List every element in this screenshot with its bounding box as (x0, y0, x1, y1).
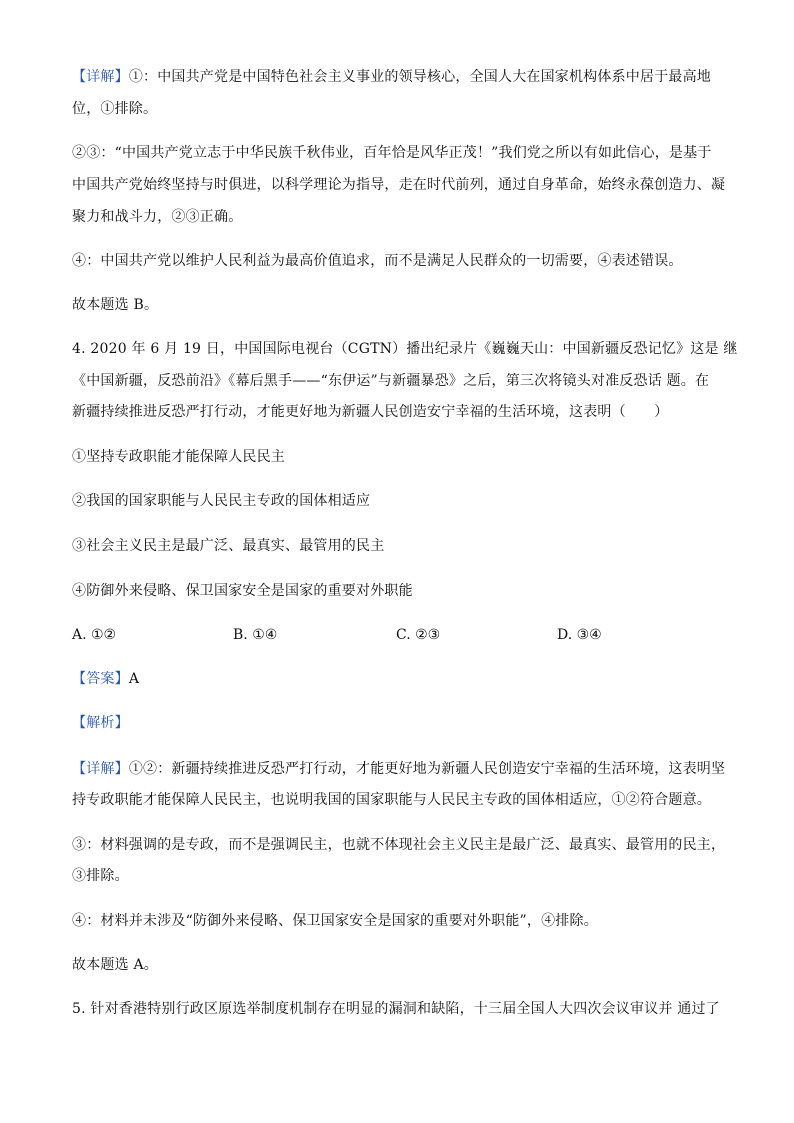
q3-detail-text: ①：中国共产党是中国特色社会主义事业的领导核心，全国人大在国家机构体系中居于最高地 (128, 69, 712, 85)
detail-tag: 【详解】 (72, 69, 129, 85)
q4-stem-line-1: 4. 2020 年 6 月 19 日，中国国际电视台（CGTN）播出纪录片《巍巍天山：中国新疆反恐记忆》这是 继 (72, 341, 738, 357)
q4-stem-line-2: 《中国新疆，反恐前沿》《幕后黑手——“东伊运”与新疆暴恐》之后，第三次将镜头对准反恐话 题。在 (72, 373, 710, 389)
q4-conclusion: 故本题选 A。 (72, 957, 158, 973)
q3-detail-line-2: 位，①排除。 (72, 101, 158, 117)
q4-option-a: A. ①② (72, 627, 117, 643)
q3-para3: ④：中国共产党以维护人民利益为最高价值追求，而不是满足人民群众的一切需要，④表述错误。 (72, 253, 683, 269)
q4-detail-line-2: 持专政职能才能保障人民民主，也说明我国的国家职能与人民民主专政的国体相适应，①②符合题意。 (72, 792, 711, 808)
q4-option-c: C. ②③ (396, 627, 441, 643)
q4-stem-line-3: 新疆持续推进反恐严打行动，才能更好地为新疆人民创造安宁幸福的生活环境，这表明（ ） (72, 404, 669, 420)
q4-option-d: D. ③④ (557, 627, 602, 643)
q4-item-3: ③社会主义民主是最广泛、最真实、最管用的民主 (72, 538, 385, 554)
q3-para2-line-3: 聚力和战斗力，②③正确。 (72, 209, 243, 225)
q4-item-1: ①坚持专政职能才能保障人民民主 (72, 449, 285, 465)
analysis-tag: 【解析】 (72, 715, 129, 731)
q4-item-2: ②我国的国家职能与人民民主专政的国体相适应 (72, 493, 371, 509)
q4-para2-line-2: ③排除。 (72, 868, 129, 884)
q4-detail-text: ①②：新疆持续推进反恐严打行动，才能更好地为新疆人民创造安宁幸福的生活环境，这表明坚 (128, 761, 726, 777)
q4-item-4: ④防御外来侵略、保卫国家安全是国家的重要对外职能 (72, 583, 413, 599)
q4-para2-line-1: ③：材料强调的是专政，而不是强调民主，也就不体现社会主义民主是最广泛、最真实、最管用的民主， (72, 837, 726, 853)
q4-detail-line-1 (72, 760, 726, 778)
q3-para2-line-2: 中国共产党始终坚持与时俱进，以科学理论为指导，走在时代前列，通过自身革命，始终永葆创造力、凝 (72, 177, 726, 193)
q5-stem-line-1: 5. 针对香港特别行政区原选举制度机制存在明显的漏洞和缺陷，十三届全国人大四次会议审议并 通过了 (72, 1001, 720, 1017)
q4-option-b: B. ①④ (233, 627, 278, 643)
detail-tag: 【详解】 (72, 761, 129, 777)
q4-analysis-heading (72, 714, 722, 732)
q3-para2-line-1: ②③：“中国共产党立志于中华民族千秋伟业，百年恰是风华正茂！”我们党之所以有如此信心，是基于 (72, 145, 712, 161)
q4-answer (72, 670, 722, 688)
q4-para3: ④：材料并未涉及“防御外来侵略、保卫国家安全是国家的重要对外职能”，④排除。 (72, 913, 598, 929)
q3-conclusion: 故本题选 B。 (72, 297, 159, 313)
q3-detail-line-1 (72, 68, 722, 86)
answer-tag: 【答案】 (72, 671, 129, 687)
answer-value: A (128, 671, 140, 687)
